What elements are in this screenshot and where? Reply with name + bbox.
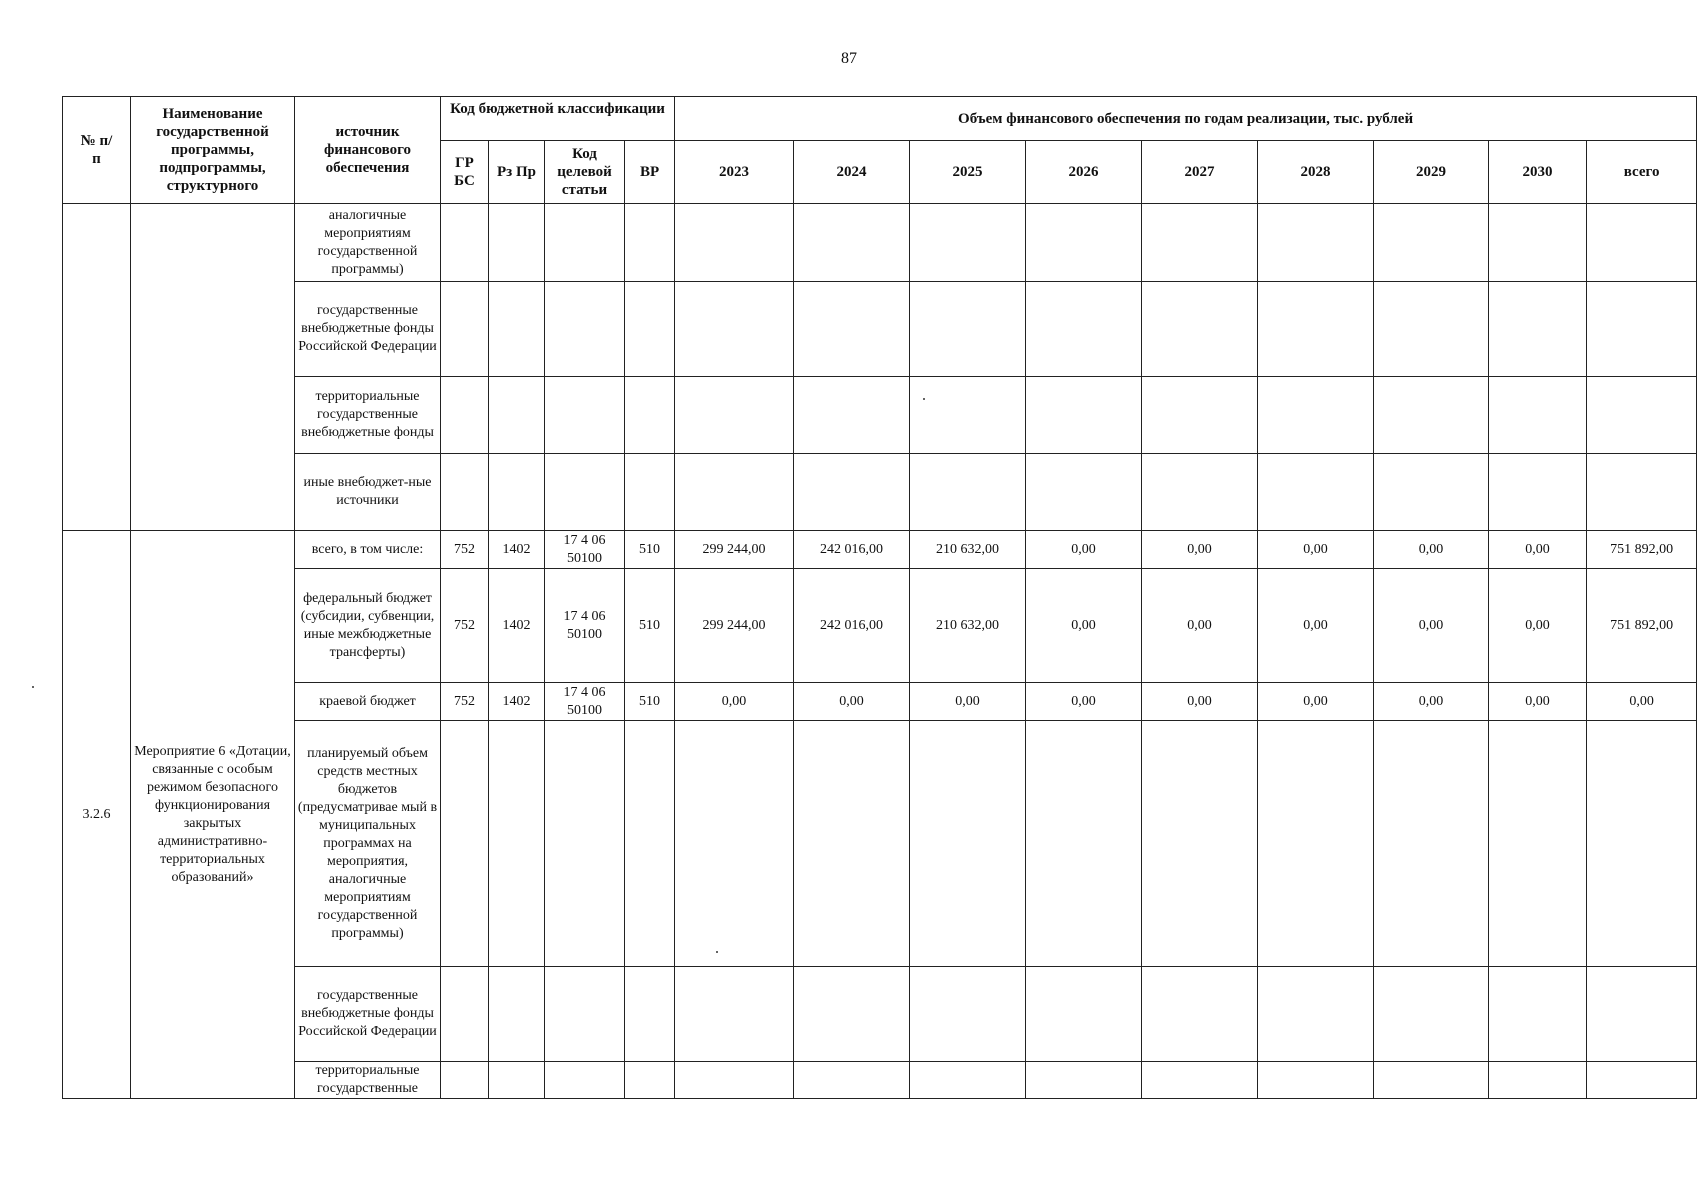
table-row [63, 204, 1697, 282]
value-cell: 0,00 [1258, 569, 1374, 683]
target-code-cell: 17 4 06 50100 [545, 531, 625, 569]
header-year: 2029 [1374, 141, 1489, 204]
source-cell: территориальные государственные [295, 1062, 441, 1099]
header-year: 2024 [794, 141, 910, 204]
table-row [63, 282, 1697, 377]
value-cell: 0,00 [910, 683, 1026, 721]
source-cell: территориальные государственные внебюджетные фонды [295, 377, 441, 454]
value-cell: 0,00 [1142, 569, 1258, 683]
item-name: Мероприятие 6 «Дотации, связанные с особым режимом безопасного функционирования закрытых административно-территориальных образований» [131, 531, 295, 1099]
value-cell: 299 244,00 [675, 531, 794, 569]
rzpr-cell: 1402 [489, 531, 545, 569]
scan-speck [923, 398, 925, 400]
value-cell: 0,00 [1489, 683, 1587, 721]
header-target-code: Код целевой статьи [545, 141, 625, 204]
value-cell: 0,00 [1142, 531, 1258, 569]
header-num: № п/п [63, 97, 131, 204]
grbs-cell: 752 [441, 531, 489, 569]
source-cell: иные внебюджет-ные источники [295, 454, 441, 531]
header-year-total: всего [1587, 141, 1697, 204]
value-cell: 0,00 [1374, 683, 1489, 721]
value-cell: 242 016,00 [794, 569, 910, 683]
target-code-cell: 17 4 06 50100 [545, 569, 625, 683]
table-row [63, 569, 1697, 683]
vr-cell: 510 [625, 683, 675, 721]
page-number: 87 [841, 50, 857, 67]
header-rzpr: Рз Пр [489, 141, 545, 204]
header-year: 2023 [675, 141, 794, 204]
value-cell: 0,00 [1489, 531, 1587, 569]
source-cell: краевой бюджет [295, 683, 441, 721]
source-cell: государственные внебюджетные фонды Российской Федерации [295, 967, 441, 1062]
total-cell: 751 892,00 [1587, 531, 1697, 569]
total-cell: 751 892,00 [1587, 569, 1697, 683]
header-year: 2027 [1142, 141, 1258, 204]
table-row [63, 1062, 1697, 1099]
value-cell: 0,00 [1374, 531, 1489, 569]
header-year: 2030 [1489, 141, 1587, 204]
grbs-cell: 752 [441, 569, 489, 683]
source-cell: аналогичные мероприятиям государственной программы) [295, 204, 441, 282]
table-row [63, 683, 1697, 721]
value-cell: 0,00 [1258, 531, 1374, 569]
header-funding-source: источник финансового обеспечения [295, 97, 441, 204]
value-cell: 242 016,00 [794, 531, 910, 569]
cont-name-cell [131, 204, 295, 531]
vr-cell: 510 [625, 531, 675, 569]
grbs-cell: 752 [441, 683, 489, 721]
header-funding-volume: Объем финансового обеспечения по годам реализации, тыс. рублей [675, 97, 1697, 141]
table-row [63, 531, 1697, 569]
header-year: 2026 [1026, 141, 1142, 204]
value-cell: 0,00 [1374, 569, 1489, 683]
table-row [63, 454, 1697, 531]
table-row [63, 967, 1697, 1062]
value-cell: 0,00 [1142, 683, 1258, 721]
value-cell: 210 632,00 [910, 531, 1026, 569]
value-cell: 210 632,00 [910, 569, 1026, 683]
budget-table [62, 96, 1697, 1099]
value-cell: 0,00 [1026, 683, 1142, 721]
value-cell: 0,00 [794, 683, 910, 721]
header-grbs: ГР БС [441, 141, 489, 204]
value-cell: 299 244,00 [675, 569, 794, 683]
value-cell: 0,00 [1258, 683, 1374, 721]
scan-speck [32, 686, 34, 688]
rzpr-cell: 1402 [489, 569, 545, 683]
source-cell: планируемый объем средств местных бюджетов (предусматривае мый в муниципальных программах на мероприятия, аналогичные мероприятиям государственной программы) [295, 721, 441, 967]
header-vr: ВР [625, 141, 675, 204]
vr-cell: 510 [625, 569, 675, 683]
total-cell: 0,00 [1587, 683, 1697, 721]
table-row [63, 377, 1697, 454]
value-cell: 0,00 [1489, 569, 1587, 683]
source-cell: государственные внебюджетные фонды Российской Федерации [295, 282, 441, 377]
cont-num-cell [63, 204, 131, 531]
table-row [63, 721, 1697, 967]
value-cell: 0,00 [675, 683, 794, 721]
value-cell: 0,00 [1026, 531, 1142, 569]
target-code-cell: 17 4 06 50100 [545, 683, 625, 721]
header-year: 2028 [1258, 141, 1374, 204]
item-num: 3.2.6 [63, 531, 131, 1099]
scan-speck [716, 951, 718, 953]
source-cell: федеральный бюджет (субсидии, субвенции, иные межбюджетные трансферты) [295, 569, 441, 683]
value-cell: 0,00 [1026, 569, 1142, 683]
header-budget-code: Код бюджетной классификации [441, 97, 675, 141]
header-program-name: Наименование государственной программы, подпрограммы, структурного [131, 97, 295, 204]
rzpr-cell: 1402 [489, 683, 545, 721]
source-cell: всего, в том числе: [295, 531, 441, 569]
header-year: 2025 [910, 141, 1026, 204]
